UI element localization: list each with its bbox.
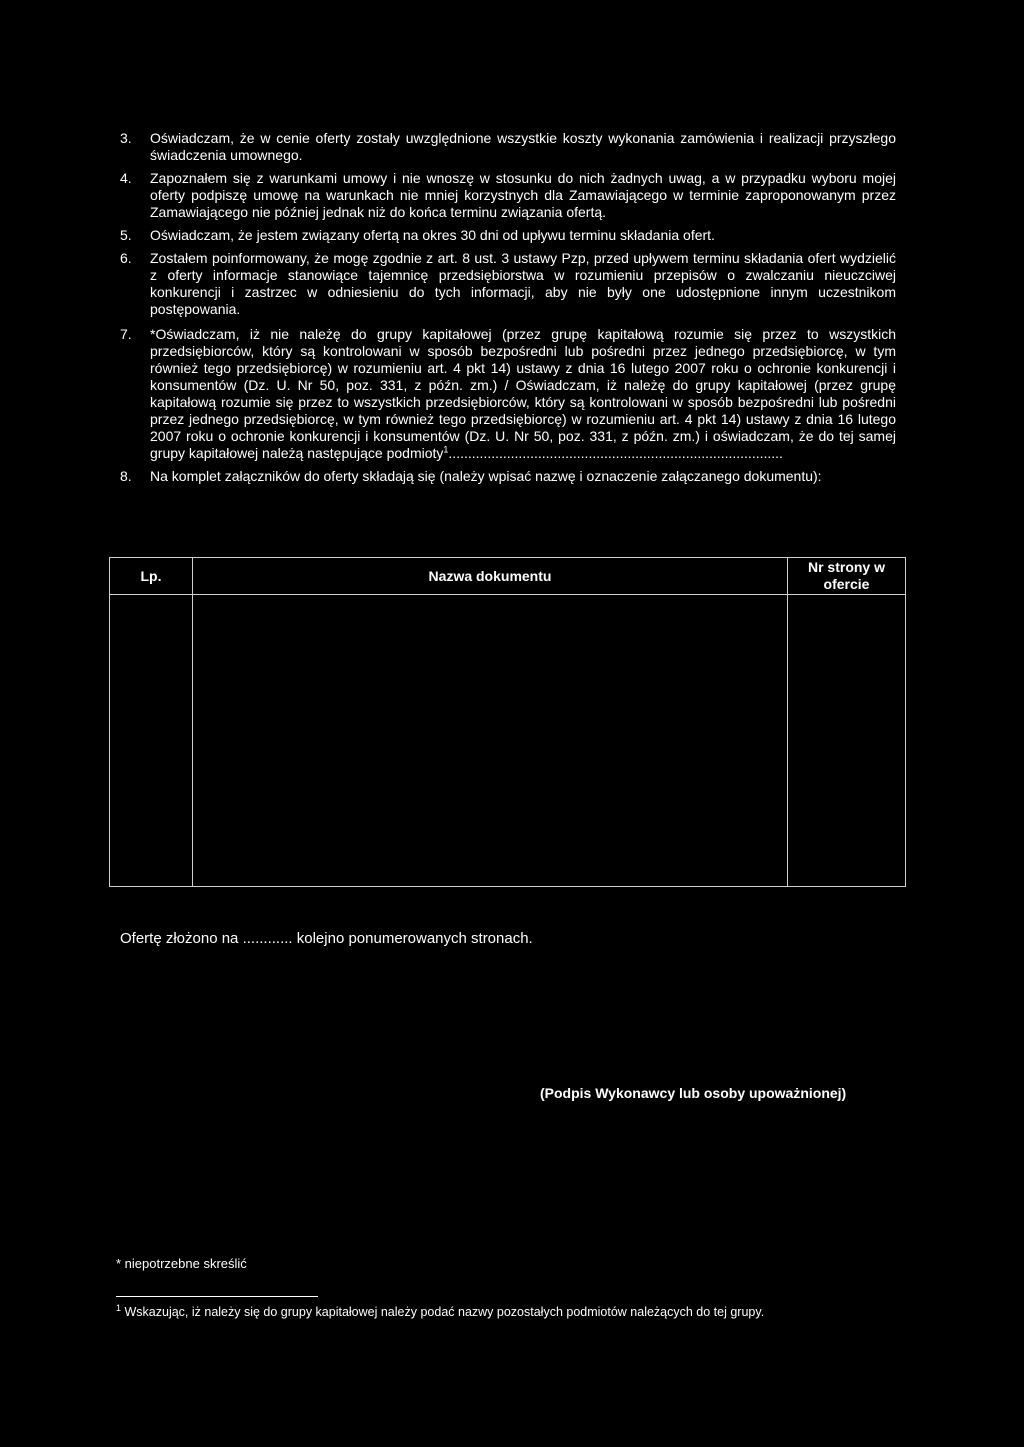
item-number: 6.: [120, 250, 132, 266]
table-row: [110, 595, 906, 887]
item-text: *Oświadczam, iż nie należę do grupy kapitałowej (przez grupę kapitałową rozumie się przez to wszystkich przedsiębiorców, który są kontrolowani w sposób bezpośredni lub pośredni przez jednego przedsiębiorcę, w tym również tego przedsiębiorcę) w rozumieniu art. 4 pkt 14) ustawy z dnia 16 lutego 2007 roku o ochronie konkurencji i konsumentów (Dz. U. Nr 50, poz. 331, z późn. zm.) / Oświadczam, iż należę do grupy kapitałowej (przez grupę kapitałową rozumie się przez to wszystkich przedsiębiorców, który są kontrolowani w sposób bezpośredni lub pośredni przez jednego przedsiębiorcę, w tym również tego przedsiębiorcę) w rozumieniu art. 4 pkt 14) ustawy z dnia 16 lutego 2007 roku o ochronie konkurencji i konsumentów (Dz. U. Nr 50, poz. 331, z późn. zm.) i oświadczam, że do tej samej grupy kapitałowej należą następujące podmioty: [150, 326, 896, 461]
declaration-item-4: [120, 170, 896, 221]
asterisk-note: * niepotrzebne skreślić: [116, 1256, 247, 1271]
item-text: Oświadczam, że w cenie oferty zostały uwzględnione wszystkie koszty wykonania zamówienia i realizacji przyszłego świadczenia umownego.: [150, 130, 896, 163]
declaration-item-6: [120, 250, 896, 318]
table-cell-page-number[interactable]: [788, 595, 906, 887]
item-number: 7.: [120, 326, 132, 342]
declaration-item-8: [120, 468, 896, 485]
signature-caption: (Podpis Wykonawcy lub osoby upoważnionej): [540, 1085, 847, 1101]
declaration-item-3: [120, 130, 896, 164]
footnote: [116, 1304, 764, 1321]
declaration-item-5: [120, 227, 896, 244]
item-fill-dots: ......................................................................................: [448, 445, 783, 461]
footnote-mark: 1: [116, 1302, 122, 1313]
item-text: Zapoznałem się z warunkami umowy i nie wnoszę w stosunku do nich żadnych uwag, a w przypadku wyboru mojej oferty podpiszę umowę na warunkach nie mniej korzystnych dla Zamawiającego w terminie zaproponowanym przez Zamawiającego nie później jednak niż do końca terminu związania ofertą.: [150, 170, 896, 220]
item-text: Oświadczam, że jestem związany ofertą na okres 30 dni od upływu terminu składania ofert.: [150, 227, 715, 243]
page-count-line: Ofertę złożono na ............ kolejno ponumerowanych stronach.: [120, 930, 533, 947]
declarations-list: [120, 130, 896, 491]
table-header-row: [110, 558, 906, 595]
item-text: Na komplet załączników do oferty składają się (należy wpisać nazwę i oznaczenie załączanego dokumentu):: [150, 468, 822, 484]
table-cell-lp[interactable]: [110, 595, 193, 887]
item-number: 4.: [120, 170, 132, 186]
column-header-lp: Lp.: [110, 558, 193, 595]
item-number: 5.: [120, 227, 132, 243]
item-text: Zostałem poinformowany, że mogę zgodnie z art. 8 ust. 3 ustawy Pzp, przed upływem terminu składania ofert wydzielić z oferty informacje stanowiące tajemnicę przedsiębiorstwa w rozumieniu przepisów o zwalczaniu nieuczciwej konkurencji i zastrzec w odniesieniu do tych informacji, aby nie były one udostępnione innym uczestnikom postępowania.: [150, 250, 896, 317]
footnote-text: Wskazując, iż należy się do grupy kapitałowej należy podać nazwy pozostałych podmiotów należących do tej grupy.: [121, 1305, 765, 1319]
footnote-reference: 1: [443, 444, 449, 455]
declaration-item-7: [120, 326, 896, 462]
item-number: 8.: [120, 468, 132, 484]
column-header-page-number: Nr strony w ofercie: [788, 558, 906, 595]
item-number: 3.: [120, 130, 132, 146]
attachments-table: [109, 557, 906, 887]
table-cell-document-name[interactable]: [193, 595, 788, 887]
footnote-divider: [116, 1296, 318, 1297]
column-header-document-name: Nazwa dokumentu: [193, 558, 788, 595]
